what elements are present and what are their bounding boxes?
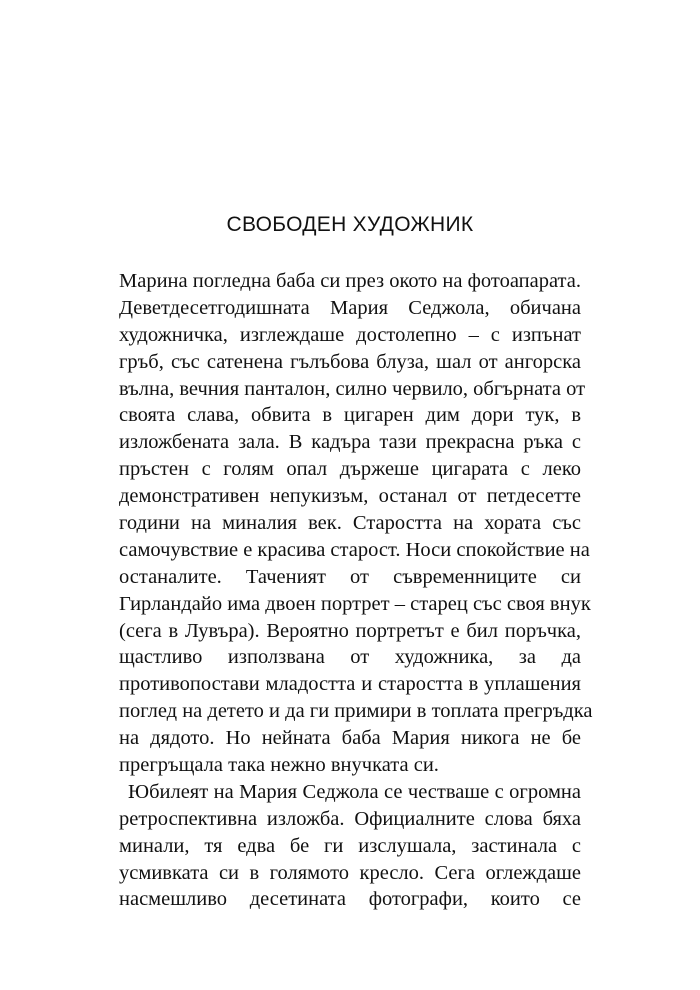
text-line: изложбената зала. В кадъра тази прекрасна ръка с [119, 431, 581, 454]
text-line: усмивката си в голямото кресло. Сега оглеждаше [119, 861, 581, 884]
text-line: Юбилеят на Мария Седжола се честваше с огромна [128, 780, 581, 803]
text-line: гръб, със сатенена гълъбова блуза, шал от ангорска [119, 350, 581, 373]
text-line: противопостави младостта и старостта в уплашения [119, 673, 581, 696]
text-line: Марина погледна баба си през окото на фотоапарата. [119, 270, 581, 292]
text-line: демонстративен непукизъм, останал от петдесетте [119, 485, 581, 508]
text-line: насмешливо десетината фотографи, които се [119, 888, 581, 911]
text-line: своята слава, обвита в цигарен дим дори тук, в [119, 404, 581, 427]
paragraph [119, 268, 593, 779]
text-line: поглед на детето и да ги примири в топлата прегръдка [119, 700, 593, 723]
text-line: на дядото. Но нейната баба Мария никога не бе [119, 727, 581, 750]
text-line: останалите. Таченият от съвременниците си [119, 565, 581, 588]
text-line: години на миналия век. Старостта на хората със [119, 512, 581, 535]
text-line: вълна, вечния панталон, силно червило, обгърната от [119, 377, 586, 400]
chapter-body [119, 268, 593, 913]
text-line: художничка, изглеждаше достолепно – с изпънат [119, 323, 581, 346]
text-line: минали, тя едва бе ги изслушала, застинала с [119, 834, 581, 857]
text-line: Гирландайо има двоен портрет – старец със своя внук [119, 592, 591, 615]
chapter-title: СВОБОДЕН ХУДОЖНИК [226, 213, 474, 236]
paragraph [119, 779, 581, 913]
text-line: прегръщала така нежно внучката си. [119, 754, 439, 777]
text-line: ретроспективна изложба. Официалните слова бяха [119, 807, 581, 830]
text-line: самочувствие е красива старост. Носи спокойствие на [119, 538, 590, 561]
text-line: щастливо използвана от художника, за да [119, 646, 581, 669]
text-line: пръстен с голям опал държеше цигарата с леко [119, 458, 581, 481]
text-line: (сега в Лувъра). Вероятно портретът е бил поръчка, [119, 619, 581, 642]
text-line: Деветдесетгодишната Мария Седжола, обичана [119, 296, 581, 319]
